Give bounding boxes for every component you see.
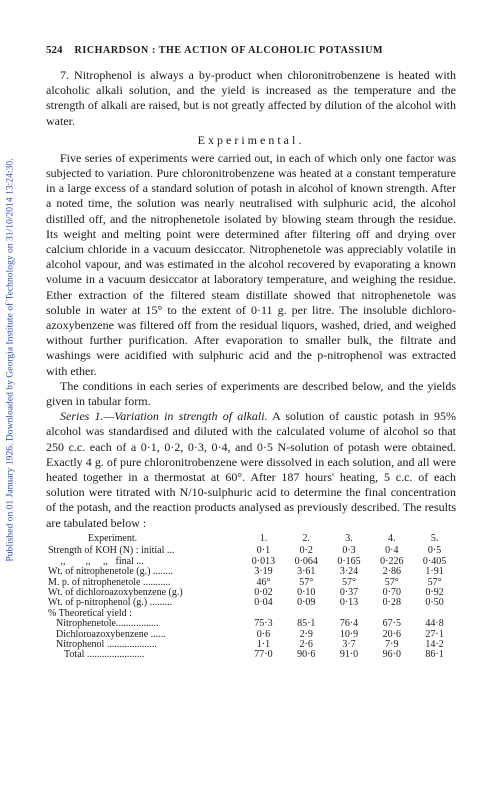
section-heading: Experimental. xyxy=(197,132,305,147)
table-cell: 0·3 xyxy=(342,545,356,557)
table-cell: 3·7 xyxy=(342,638,356,650)
table-cell: 3·61 xyxy=(297,566,316,578)
paragraph-conditions: The conditions in each series of experiments are described below, and the yields given in tabular form. xyxy=(46,378,456,409)
table-cell: 2·6 xyxy=(299,638,313,650)
row-label: Wt. of p-nitrophenol (g.) ......... xyxy=(48,597,173,609)
running-title: RICHARDSON : THE ACTION OF ALCOHOLIC POTASSIUM xyxy=(74,45,384,56)
table-cell: 91·0 xyxy=(339,649,359,661)
table-cell: 0·28 xyxy=(382,597,401,609)
table-cell: 0·405 xyxy=(422,555,447,567)
page-body xyxy=(46,44,456,661)
table-cell: 7·9 xyxy=(385,638,399,650)
table-cell: 96·0 xyxy=(382,649,401,661)
table-cell: 57° xyxy=(427,576,442,588)
row-label: Nitrophenetole................. xyxy=(56,618,159,630)
header-cell: 1. xyxy=(259,532,268,544)
table-cell: 86·1 xyxy=(425,649,444,661)
table-cell: 0·13 xyxy=(339,597,359,609)
table-row xyxy=(48,567,456,577)
table-cell: 1·91 xyxy=(425,566,444,578)
table-cell: 2·86 xyxy=(382,566,401,578)
running-header xyxy=(46,44,456,56)
header-cell: 3. xyxy=(345,532,353,544)
table-cell: 0·70 xyxy=(382,586,401,598)
table-cell: 77·0 xyxy=(254,649,273,661)
row-label: ,, ,, ,, final ... xyxy=(48,555,144,567)
table-cell: 0·50 xyxy=(425,597,444,609)
row-label: Dichloroazoxybenzene ...... xyxy=(56,628,166,640)
paragraph-7: 7. Nitrophenol is always a by-product when chloronitrobenzene is heated with alcoholic alkali solution, and the yield is increased as the temperature and the strength of alkali are raised, but is not greatly affected by dilution of the alcohol with water. xyxy=(46,68,456,128)
table-cell: 14·2 xyxy=(425,638,444,650)
table-cell: 0·02 xyxy=(254,586,273,598)
row-label: Nitrophenol .................... xyxy=(56,638,157,650)
series-text: A solution of caustic potash in 95% alcohol was standardised and diluted with the calculated volume of alcohol so that 250 c.c. each of a 0·1, 0·2, 0·3, 0·4, and 0·5 N-solution of potash were obtained. Exactly 4 g. of pure chloronitrobenzene were dissolved in each solution, and all were heated together in a thermostat at 60°. After 187 hours' heating, 5 c.c. of each solution were titrated with N/10-sulphuric acid to determine the final concentration of the potash, and the reaction products analysed as previously described. The results are tabulated below : xyxy=(46,409,456,530)
header-cell: 2. xyxy=(302,532,310,544)
table-cell: 57° xyxy=(384,576,399,588)
table-cell: 0·04 xyxy=(254,597,273,609)
table-cell: 90·6 xyxy=(297,649,316,661)
row-label: M. p. of nitrophenetole ........... xyxy=(48,576,171,588)
series-label: Series 1. xyxy=(60,409,104,424)
table-cell: 10·9 xyxy=(339,628,359,640)
table-cell: 0·013 xyxy=(251,555,276,567)
header-cell: Experiment. xyxy=(88,532,138,544)
table-cell: 46° xyxy=(256,576,271,588)
table-cell: 27·1 xyxy=(425,628,444,640)
table-cell: 0·064 xyxy=(294,555,318,567)
row-label: Total ....................... xyxy=(64,649,145,661)
table-cell: 75·3 xyxy=(254,618,273,630)
table-cell: 0·2 xyxy=(299,545,313,557)
table-cell: 76·4 xyxy=(339,618,359,630)
table-cell: 0·09 xyxy=(297,597,316,609)
table-cell: 57° xyxy=(342,576,357,588)
table-cell: 0·10 xyxy=(297,586,316,598)
table-cell: 0·5 xyxy=(427,545,442,557)
table-cell: 3·19 xyxy=(254,566,273,578)
watermark-text: Published on 01 January 1926. Downloaded by Georgia Institute of Technology on 31/10/2014 13:24:30. xyxy=(4,158,16,562)
row-label: Wt. of dichloroazoxybenzene (g.) xyxy=(48,586,183,598)
paragraph-experimental: Five series of experiments were carried out, in each of which only one factor was subjected to variation. Pure chloronitrobenzene was heated at a constant temperature in a large excess of a standard solution of potash in alcohol of known strength. After a noted time, the solution was nearly neutralised with sulphuric acid, the alcohol distilled off, and the nitrophenetole isolated by blowing steam through the residue. Its weight and melting point were determined after filtering off and drying over calcium chloride in a vacuum desiccator. Nitrophenetole was appreciably volatile in alcohol vapour, and was estimated in the alcohol recovered by evaporating a known volume in a vacuum desiccator at laboratory temperature, and weighing the residue. Ether extraction of the filtered steam distillate showed that nitrophenetole was soluble in water at 15° to the extent of 0·11 g. per litre. The insoluble dichloro-azoxybenzene was filtered off from the residual liquors, washed, dried, and weighed without further purification. After evaporation to smaller bulk, the filtrate and washings were acidified with sulphuric acid and the p-nitrophenol was extracted with ether. xyxy=(46,150,456,378)
header-cell: 4. xyxy=(388,532,396,544)
row-label: % Theoretical yield : xyxy=(48,607,132,619)
table-cell: 0·226 xyxy=(380,555,404,567)
table-cell: 1·1 xyxy=(256,638,271,650)
table-cell: 0·4 xyxy=(385,545,399,557)
series-title: —Variation in strength of alkali. xyxy=(103,409,268,424)
paragraph-series-1 xyxy=(46,409,456,531)
table-cell: 85·1 xyxy=(297,618,316,630)
table-cell: 67·5 xyxy=(382,618,401,630)
table-cell: 44·8 xyxy=(425,618,444,630)
row-label: Wt. of nitrophenetole (g.) ........ xyxy=(48,566,173,578)
table-cell: 2·9 xyxy=(299,628,313,640)
row-label: Strength of KOH (N) : initial ... xyxy=(48,545,175,557)
table-row xyxy=(48,619,456,629)
table-cell: 57° xyxy=(299,576,314,588)
table-cell: 0·92 xyxy=(425,586,444,598)
table-cell: 0·1 xyxy=(256,545,271,557)
header-cell: 5. xyxy=(430,532,439,544)
page-number: 524 xyxy=(46,44,63,56)
table-cell: 0·6 xyxy=(256,628,271,640)
table-cell: 0·37 xyxy=(339,586,359,598)
table-cell: 3·24 xyxy=(339,566,359,578)
results-table xyxy=(48,534,456,661)
download-watermark xyxy=(3,20,17,700)
table-row xyxy=(48,650,456,660)
table-cell: 20·6 xyxy=(382,628,401,640)
table-cell: 0·165 xyxy=(337,555,361,567)
